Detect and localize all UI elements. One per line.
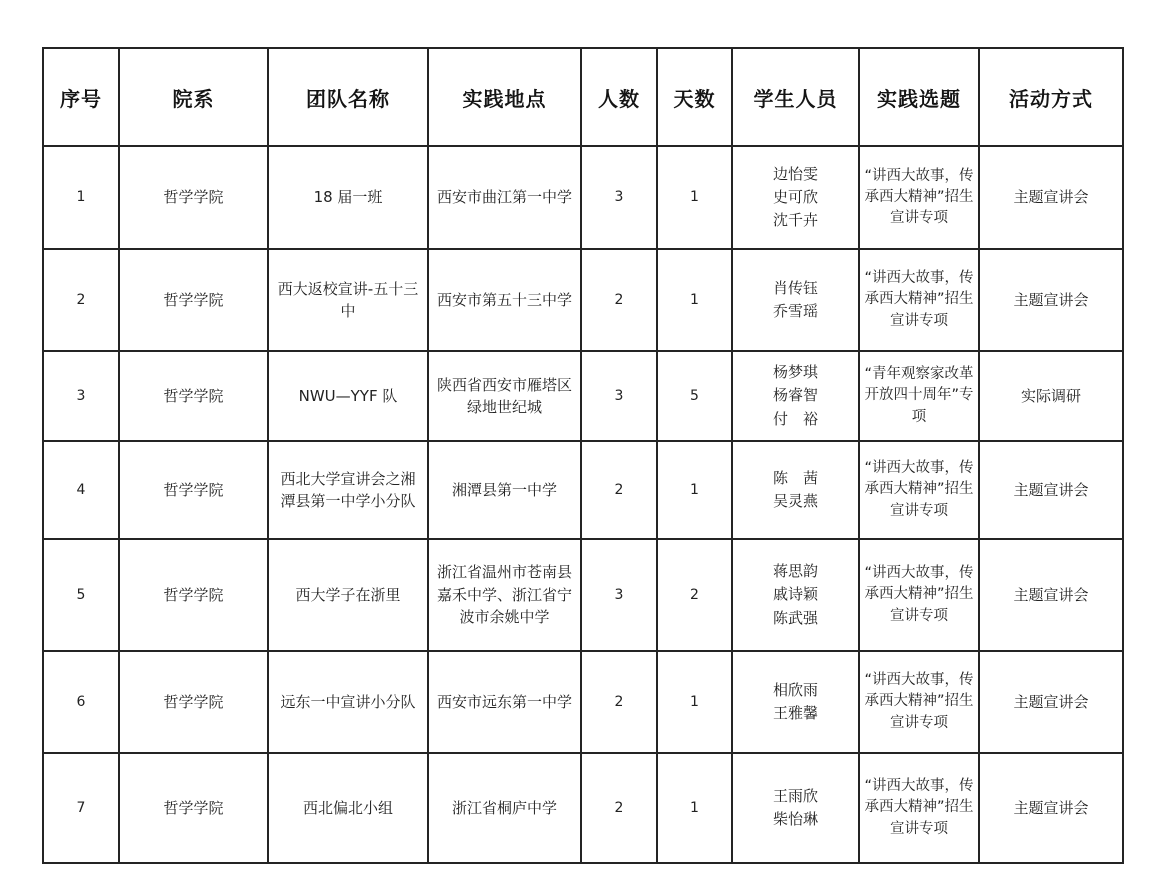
cell-dept: 哲学学院 bbox=[119, 651, 268, 753]
cell-mode: 主题宣讲会 bbox=[979, 146, 1123, 249]
cell-students bbox=[732, 249, 859, 351]
practice-roster-table bbox=[42, 47, 1124, 864]
cell-location: 浙江省温州市苍南县嘉禾中学、浙江省宁波市余姚中学 bbox=[428, 539, 581, 651]
header-students: 学生人员 bbox=[732, 48, 859, 146]
cell-days: 2 bbox=[657, 539, 732, 651]
student-name: 边怡雯 bbox=[772, 164, 818, 183]
student-name: 柴怡琳 bbox=[772, 810, 818, 828]
cell-no: 6 bbox=[43, 651, 119, 753]
cell-dept: 哲学学院 bbox=[119, 441, 268, 539]
practice-table-container bbox=[42, 47, 1124, 864]
cell-topic: “讲西大故事，传承西大精神”招生宣讲专项 bbox=[859, 441, 979, 539]
cell-location: 西安市曲江第一中学 bbox=[428, 146, 581, 249]
cell-dept: 哲学学院 bbox=[119, 351, 268, 441]
cell-mode: 主题宣讲会 bbox=[979, 249, 1123, 351]
table-header bbox=[43, 48, 1123, 146]
header-topic: 实践选题 bbox=[859, 48, 979, 146]
cell-no: 7 bbox=[43, 753, 119, 863]
cell-no: 1 bbox=[43, 146, 119, 249]
student-name: 王雨欣 bbox=[772, 786, 818, 805]
cell-team: 西大学子在浙里 bbox=[268, 539, 428, 651]
table-row bbox=[43, 351, 1123, 441]
table-row bbox=[43, 753, 1123, 863]
cell-team: 远东一中宣讲小分队 bbox=[268, 651, 428, 753]
cell-students bbox=[732, 651, 859, 753]
cell-days: 1 bbox=[657, 753, 732, 863]
cell-mode: 主题宣讲会 bbox=[979, 539, 1123, 651]
cell-team: 西北大学宣讲会之湘潭县第一中学小分队 bbox=[268, 441, 428, 539]
header-team: 团队名称 bbox=[268, 48, 428, 146]
cell-team: 西北偏北小组 bbox=[268, 753, 428, 863]
cell-location: 陕西省西安市雁塔区绿地世纪城 bbox=[428, 351, 581, 441]
cell-people: 3 bbox=[581, 146, 657, 249]
cell-dept: 哲学学院 bbox=[119, 146, 268, 249]
cell-location: 西安市第五十三中学 bbox=[428, 249, 581, 351]
cell-people: 3 bbox=[581, 351, 657, 441]
cell-mode: 实际调研 bbox=[979, 351, 1123, 441]
cell-location: 西安市远东第一中学 bbox=[428, 651, 581, 753]
header-location: 实践地点 bbox=[428, 48, 581, 146]
cell-no: 2 bbox=[43, 249, 119, 351]
student-name: 陈武强 bbox=[772, 608, 818, 627]
table-row bbox=[43, 146, 1123, 249]
student-name: 蒋思韵 bbox=[772, 562, 818, 581]
cell-dept: 哲学学院 bbox=[119, 539, 268, 651]
cell-topic: “讲西大故事，传承西大精神”招生宣讲专项 bbox=[859, 146, 979, 249]
student-name: 王雅馨 bbox=[772, 704, 818, 722]
cell-team: 西大返校宣讲-五十三中 bbox=[268, 249, 428, 351]
student-name: 杨睿智 bbox=[772, 386, 818, 405]
student-name: 付 裕 bbox=[772, 409, 818, 428]
cell-team: 18 届一班 bbox=[268, 146, 428, 249]
header-days: 天数 bbox=[657, 48, 732, 146]
cell-topic: “讲西大故事，传承西大精神”招生宣讲专项 bbox=[859, 539, 979, 651]
cell-people: 2 bbox=[581, 249, 657, 351]
header-mode: 活动方式 bbox=[979, 48, 1123, 146]
student-name: 吴灵燕 bbox=[772, 492, 818, 510]
cell-days: 1 bbox=[657, 651, 732, 753]
student-name: 戚诗颖 bbox=[772, 585, 818, 604]
cell-team: NWU—YYF 队 bbox=[268, 351, 428, 441]
student-name: 沈千卉 bbox=[772, 211, 818, 230]
cell-location: 浙江省桐庐中学 bbox=[428, 753, 581, 863]
student-name: 杨梦琪 bbox=[772, 363, 818, 382]
cell-topic: “讲西大故事，传承西大精神”招生宣讲专项 bbox=[859, 753, 979, 863]
cell-dept: 哲学学院 bbox=[119, 249, 268, 351]
cell-days: 1 bbox=[657, 146, 732, 249]
cell-no: 4 bbox=[43, 441, 119, 539]
student-name: 肖传钰 bbox=[772, 278, 818, 297]
table-body bbox=[43, 146, 1123, 863]
table-row bbox=[43, 539, 1123, 651]
table-row bbox=[43, 441, 1123, 539]
cell-days: 5 bbox=[657, 351, 732, 441]
cell-location: 湘潭县第一中学 bbox=[428, 441, 581, 539]
header-row bbox=[43, 48, 1123, 146]
cell-people: 3 bbox=[581, 539, 657, 651]
cell-topic: “讲西大故事，传承西大精神”招生宣讲专项 bbox=[859, 249, 979, 351]
cell-no: 3 bbox=[43, 351, 119, 441]
cell-mode: 主题宣讲会 bbox=[979, 753, 1123, 863]
table-row bbox=[43, 249, 1123, 351]
cell-topic: “讲西大故事，传承西大精神”招生宣讲专项 bbox=[859, 651, 979, 753]
cell-students bbox=[732, 146, 859, 249]
cell-topic: “青年观察家改革开放四十周年”专项 bbox=[859, 351, 979, 441]
header-no: 序号 bbox=[43, 48, 119, 146]
cell-mode: 主题宣讲会 bbox=[979, 651, 1123, 753]
cell-dept: 哲学学院 bbox=[119, 753, 268, 863]
cell-mode: 主题宣讲会 bbox=[979, 441, 1123, 539]
cell-days: 1 bbox=[657, 249, 732, 351]
cell-people: 2 bbox=[581, 651, 657, 753]
cell-days: 1 bbox=[657, 441, 732, 539]
cell-people: 2 bbox=[581, 441, 657, 539]
student-name: 史可欣 bbox=[772, 187, 818, 206]
cell-students bbox=[732, 351, 859, 441]
student-name: 相欣雨 bbox=[772, 680, 818, 699]
cell-students bbox=[732, 539, 859, 651]
cell-students bbox=[732, 441, 859, 539]
cell-students bbox=[732, 753, 859, 863]
student-name: 乔雪瑶 bbox=[772, 302, 818, 320]
cell-people: 2 bbox=[581, 753, 657, 863]
cell-no: 5 bbox=[43, 539, 119, 651]
student-name: 陈 茜 bbox=[772, 468, 818, 487]
table-row bbox=[43, 651, 1123, 753]
header-people: 人数 bbox=[581, 48, 657, 146]
header-dept: 院系 bbox=[119, 48, 268, 146]
